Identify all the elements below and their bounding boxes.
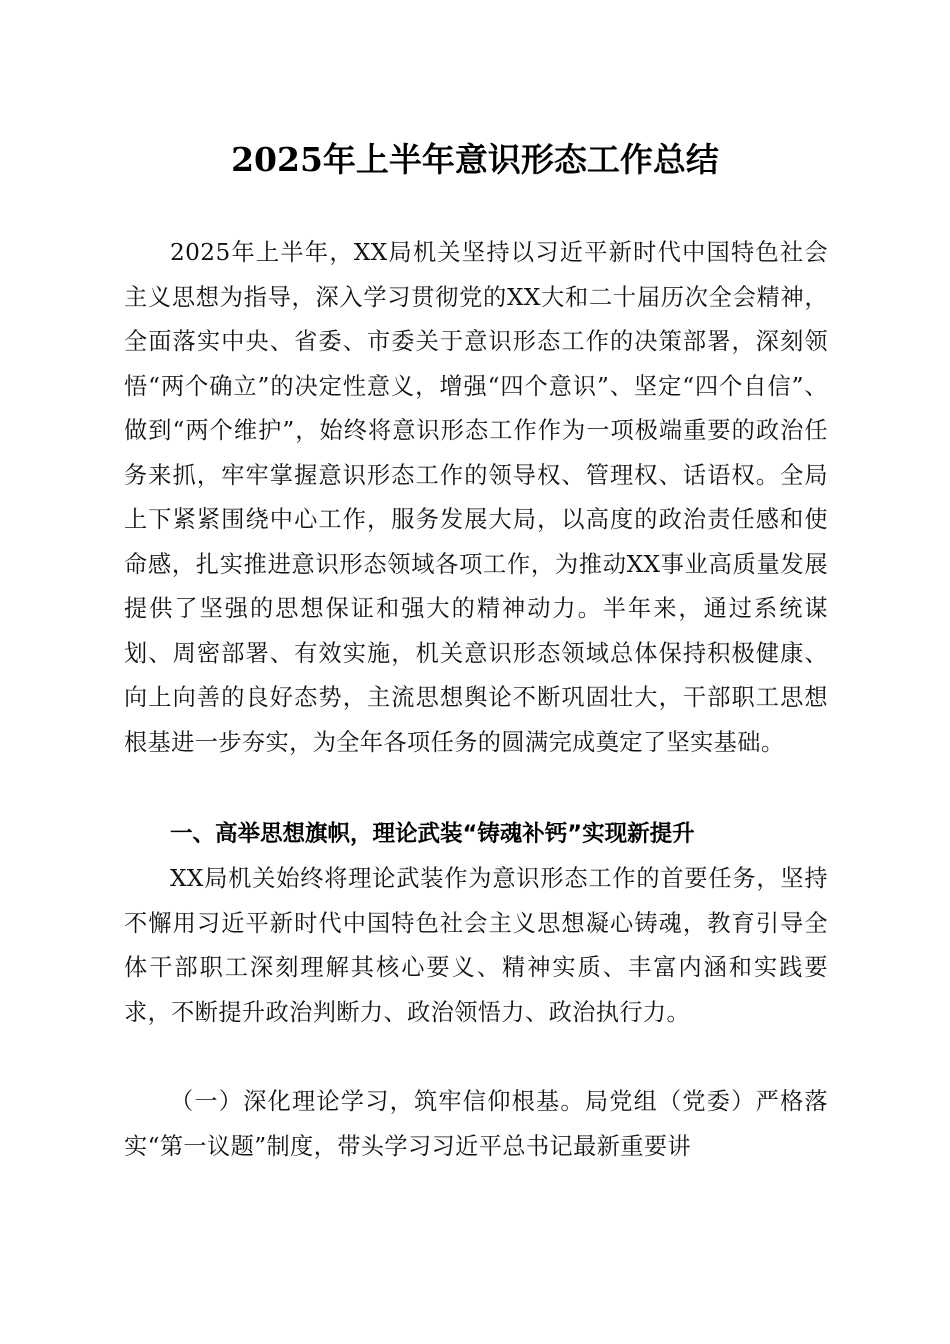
subsection-1-text: 局党组（党委）严格落实“第一议题”制度，带头学习习近平总书记最新重要讲 xyxy=(124,1088,828,1160)
subsection-1-heading: （一）深化理论学习，筑牢信仰根基。 xyxy=(170,1088,585,1115)
document-title: 2025年上半年意识形态工作总结 xyxy=(231,140,719,179)
subsection-1-paragraph xyxy=(124,1080,828,1169)
section-heading-1: 一、高举思想旗帜，理论武装“铸魂补钙”实现新提升 xyxy=(170,821,695,847)
intro-paragraph: 2025年上半年，XX局机关坚持以习近平新时代中国特色社会主义思想为指导，深入学习贯彻党的XX大和二十届历次全会精神，全面落实中央、省委、市委关于意识形态工作的决策部署，深刻领悟“两个确立”的决定性意义，增强“四个意识”、坚定“四个自信”、做到“两个维护”，始终将意识形态工作作为一项极端重要的政治任务来抓，牢牢掌握意识形态工作的领导权、管理权、话语权。全局上下紧紧围绕中心工作，服务发展大局，以高度的政治责任感和使命感，扎实推进意识形态领域各项工作，为推动XX事业高质量发展提供了坚强的思想保证和强大的精神动力。半年来，通过系统谋划、周密部署、有效实施，机关意识形态领域总体保持积极健康、向上向善的良好态势，主流思想舆论不断巩固壮大，干部职工思想根基进一步夯实，为全年各项任务的圆满完成奠定了坚实基础。 xyxy=(124,239,828,756)
section-1-paragraph: XX局机关始终将理论武装作为意识形态工作的首要任务，坚持不懈用习近平新时代中国特色社会主义思想凝心铸魂，教育引导全体干部职工深刻理解其核心要义、精神实质、丰富内涵和实践要求，不断提升政治判断力、政治领悟力、政治执行力。 xyxy=(124,865,828,1026)
